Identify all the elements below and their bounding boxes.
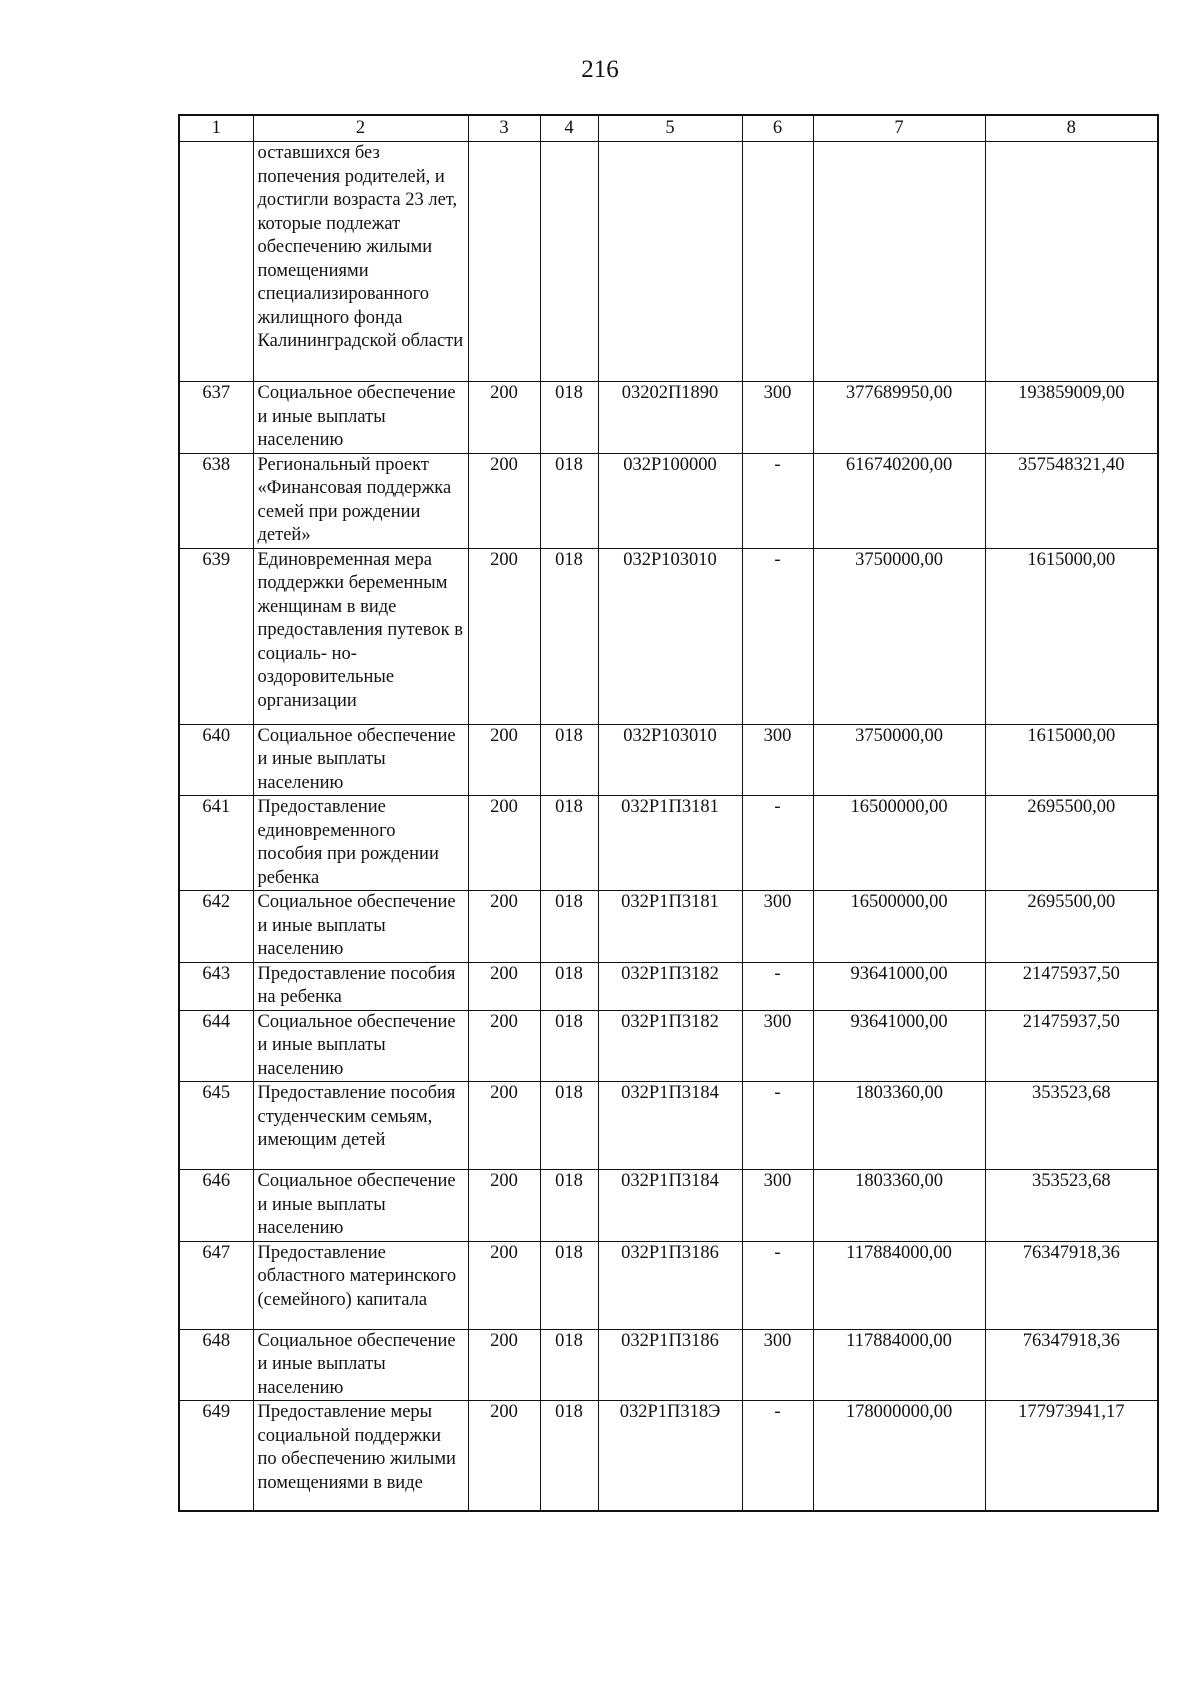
row-amount-7: 377689950,00 [813,382,985,454]
page-number: 216 [581,56,619,83]
row-name: Социальное обеспечение и иные выплаты населению [253,891,468,963]
row-col6: 300 [742,891,813,963]
row-col3: 200 [468,1329,540,1401]
row-col3: 200 [468,548,540,724]
row-col3: 200 [468,1170,540,1242]
row-amount-8: 21475937,50 [985,962,1158,1010]
row-col3: 200 [468,796,540,891]
row-code: 032P1П318Э [598,1401,742,1511]
row-amount-8: 193859009,00 [985,382,1158,454]
row-name: Социальное обеспечение и иные выплаты населению [253,382,468,454]
row-name: Социальное обеспечение и иные выплаты населению [253,1170,468,1242]
row-col3: 200 [468,382,540,454]
row-name: Предоставление пособия на ребенка [253,962,468,1010]
row-number: 645 [179,1082,253,1170]
row-amount-7 [813,142,985,382]
row-col3 [468,142,540,382]
col-header-6: 6 [742,115,813,142]
row-amount-8: 1615000,00 [985,548,1158,724]
row-code: 032P1П3182 [598,1010,742,1082]
col-header-8: 8 [985,115,1158,142]
row-col6: - [742,1082,813,1170]
row-code: 032P1П3184 [598,1170,742,1242]
row-name: Социальное обеспечение и иные выплаты населению [253,1329,468,1401]
row-col6: 300 [742,724,813,796]
row-number: 644 [179,1010,253,1082]
row-number: 648 [179,1329,253,1401]
row-col4: 018 [540,382,598,454]
row-col3: 200 [468,1241,540,1329]
row-code: 032P1П3181 [598,891,742,963]
row-code: 032P1П3182 [598,962,742,1010]
table-body [179,142,1158,1511]
row-amount-8: 76347918,36 [985,1329,1158,1401]
row-amount-7: 16500000,00 [813,796,985,891]
row-col3: 200 [468,724,540,796]
row-col4: 018 [540,891,598,963]
row-code: 032P100000 [598,453,742,548]
table-row [179,1010,1158,1082]
table-row [179,382,1158,454]
row-amount-7: 16500000,00 [813,891,985,963]
row-col3: 200 [468,1082,540,1170]
row-number: 642 [179,891,253,963]
row-col4 [540,142,598,382]
row-col6: 300 [742,1010,813,1082]
row-name: Предоставление единовременного пособия при рождении ребенка [253,796,468,891]
row-number: 647 [179,1241,253,1329]
table-row [179,1241,1158,1329]
col-header-4: 4 [540,115,598,142]
row-amount-7: 117884000,00 [813,1329,985,1401]
row-amount-8: 357548321,40 [985,453,1158,548]
row-code: 032P1П3181 [598,796,742,891]
row-name: Предоставление пособия студенческим семьям, имеющим детей [253,1082,468,1170]
table-row [179,1329,1158,1401]
table-header [179,115,1158,142]
row-amount-8: 353523,68 [985,1170,1158,1242]
row-code: 032P1П3186 [598,1241,742,1329]
row-amount-7: 117884000,00 [813,1241,985,1329]
row-name: Предоставление областного материнского (семейного) капитала [253,1241,468,1329]
table-row [179,453,1158,548]
row-amount-7: 1803360,00 [813,1082,985,1170]
row-number: 641 [179,796,253,891]
row-number: 638 [179,453,253,548]
row-code [598,142,742,382]
row-col6 [742,142,813,382]
row-amount-8: 2695500,00 [985,796,1158,891]
row-col4: 018 [540,724,598,796]
row-number: 643 [179,962,253,1010]
row-amount-7: 1803360,00 [813,1170,985,1242]
row-name: оставшихся без попечения родителей, и достигли возраста 23 лет, которые подлежат обеспечению жилыми помещениями специализированного жилищного фонда Калининградской области [253,142,468,382]
row-col4: 018 [540,1082,598,1170]
table-row [179,142,1158,382]
row-name: Региональный проект «Финансовая поддержка семей при рождении детей» [253,453,468,548]
row-col6: 300 [742,1170,813,1242]
row-amount-7: 178000000,00 [813,1401,985,1511]
row-col6: 300 [742,382,813,454]
row-col6: - [742,1401,813,1511]
row-name: Единовременная мера поддержки беременным женщинам в виде предоставления путевок в социаль- но-оздоровительные организации [253,548,468,724]
table-row [179,1401,1158,1511]
row-name: Предоставление меры социальной поддержки по обеспечению жилыми помещениями в виде [253,1401,468,1511]
row-col6: - [742,548,813,724]
col-header-5: 5 [598,115,742,142]
row-number: 649 [179,1401,253,1511]
row-amount-8: 1615000,00 [985,724,1158,796]
row-code: 032P1П3186 [598,1329,742,1401]
table-row [179,891,1158,963]
row-col4: 018 [540,1329,598,1401]
row-number [179,142,253,382]
row-name: Социальное обеспечение и иные выплаты населению [253,724,468,796]
row-col3: 200 [468,1401,540,1511]
row-amount-7: 93641000,00 [813,1010,985,1082]
row-col3: 200 [468,962,540,1010]
header-row [179,115,1158,142]
row-col4: 018 [540,1401,598,1511]
row-number: 640 [179,724,253,796]
row-col4: 018 [540,1241,598,1329]
row-col4: 018 [540,962,598,1010]
table-row [179,796,1158,891]
row-number: 639 [179,548,253,724]
col-header-3: 3 [468,115,540,142]
row-amount-8 [985,142,1158,382]
table-row [179,548,1158,724]
row-amount-8: 2695500,00 [985,891,1158,963]
row-col3: 200 [468,891,540,963]
row-col4: 018 [540,1010,598,1082]
col-header-7: 7 [813,115,985,142]
row-number: 637 [179,382,253,454]
row-amount-8: 76347918,36 [985,1241,1158,1329]
table-row [179,1170,1158,1242]
row-amount-7: 93641000,00 [813,962,985,1010]
table-row [179,724,1158,796]
row-amount-7: 3750000,00 [813,724,985,796]
row-col6: - [742,1241,813,1329]
row-col4: 018 [540,453,598,548]
budget-table [178,114,1159,1512]
row-col6: - [742,453,813,548]
row-amount-7: 616740200,00 [813,453,985,548]
row-code: 032P103010 [598,724,742,796]
table-row [179,962,1158,1010]
col-header-1: 1 [179,115,253,142]
row-number: 646 [179,1170,253,1242]
row-code: 032P103010 [598,548,742,724]
row-col3: 200 [468,1010,540,1082]
row-col6: 300 [742,1329,813,1401]
row-amount-7: 3750000,00 [813,548,985,724]
row-col6: - [742,962,813,1010]
row-amount-8: 177973941,17 [985,1401,1158,1511]
row-code: 03202П1890 [598,382,742,454]
row-col3: 200 [468,453,540,548]
table-row [179,1082,1158,1170]
col-header-2: 2 [253,115,468,142]
row-name: Социальное обеспечение и иные выплаты населению [253,1010,468,1082]
row-amount-8: 353523,68 [985,1082,1158,1170]
row-col6: - [742,796,813,891]
row-col4: 018 [540,548,598,724]
row-col4: 018 [540,796,598,891]
row-col4: 018 [540,1170,598,1242]
row-code: 032P1П3184 [598,1082,742,1170]
row-amount-8: 21475937,50 [985,1010,1158,1082]
